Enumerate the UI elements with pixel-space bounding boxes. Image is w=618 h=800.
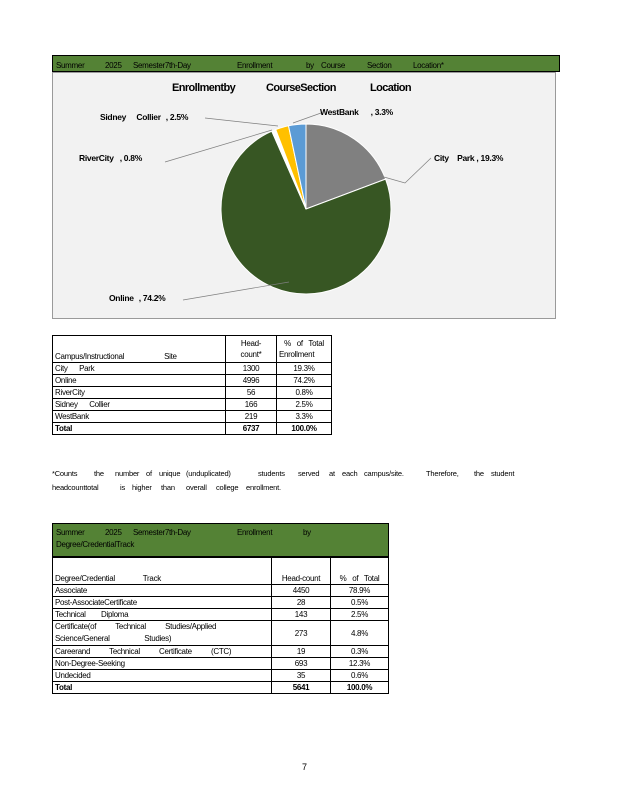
track-cell: Non-Degree-Seeking xyxy=(53,658,272,670)
site-cell: City Park xyxy=(53,363,226,375)
count-cell: 4996 xyxy=(226,375,277,387)
table-total-row xyxy=(53,423,332,435)
label-westbank: WestBank , 3.3% xyxy=(320,107,393,117)
count-cell: 693 xyxy=(272,658,331,670)
header-degree: Degree/Credential xyxy=(55,574,115,583)
site-cell: RiverCity xyxy=(53,387,226,399)
leader-line xyxy=(293,113,321,123)
chart-title-part: Location xyxy=(370,82,412,94)
table-row xyxy=(53,658,389,670)
header-track: Track xyxy=(142,574,161,583)
pct-cell: 12.3% xyxy=(331,658,389,670)
leader-line xyxy=(183,282,289,300)
table-row xyxy=(53,609,389,621)
chart-title-part: Enrollmentby xyxy=(172,82,236,94)
pct-cell: 2.5% xyxy=(277,399,332,411)
header-site: Site xyxy=(164,352,177,361)
label-rivercity: RiverCity , 0.8% xyxy=(79,153,142,163)
pct-cell: 4.8% xyxy=(331,621,389,646)
banner-word: Semester7th-Day xyxy=(133,528,191,537)
count-cell: 56 xyxy=(226,387,277,399)
table-row xyxy=(53,646,389,658)
pct-cell: 0.3% xyxy=(331,646,389,658)
enrollment-location-banner xyxy=(52,55,560,72)
count-cell: 143 xyxy=(272,609,331,621)
track-cell: Associate xyxy=(53,585,272,597)
pct-cell: 74.2% xyxy=(277,375,332,387)
label-city-park: City Park , 19.3% xyxy=(434,153,504,163)
track-cell: Careerand Technical Certificate (CTC) xyxy=(53,646,272,658)
header-pct: % of Total xyxy=(331,558,389,585)
page-number: 7 xyxy=(302,762,308,772)
site-cell: Sidney Collier xyxy=(53,399,226,411)
pct-cell: 19.3% xyxy=(277,363,332,375)
count-cell: 1300 xyxy=(226,363,277,375)
banner-word: Enrollment xyxy=(237,61,273,70)
label-online: Online , 74.2% xyxy=(109,293,166,303)
header-headcount-2: count* xyxy=(240,350,262,359)
track-cell: Undecided xyxy=(53,670,272,682)
count-cell: 28 xyxy=(272,597,331,609)
pct-cell: 2.5% xyxy=(331,609,389,621)
total-pct: 100.0% xyxy=(331,682,389,694)
table-header-row xyxy=(53,336,332,363)
table-row xyxy=(53,363,332,375)
banner-word: Degree/CredentialTrack xyxy=(56,540,135,549)
track-cell: Technical Diploma xyxy=(53,609,272,621)
table-row xyxy=(53,411,332,423)
banner-word: by xyxy=(306,61,314,70)
banner-word: Enrollment xyxy=(237,528,273,537)
table-row xyxy=(53,585,389,597)
pie-chart xyxy=(53,73,557,320)
header-pct-2: Enrollment xyxy=(279,350,315,359)
pct-cell: 3.3% xyxy=(277,411,332,423)
table-header-row xyxy=(53,558,389,585)
leader-line xyxy=(384,158,431,183)
pie-chart-panel xyxy=(52,72,556,319)
enrollment-degree-banner xyxy=(52,523,389,557)
count-cell: 4450 xyxy=(272,585,331,597)
table-total-row xyxy=(53,682,389,694)
table-row xyxy=(53,621,389,646)
pct-cell: 0.8% xyxy=(277,387,332,399)
banner-word: Summer xyxy=(56,61,85,70)
degree-table xyxy=(52,557,389,694)
track-cell: Certificate(of Technical Studies/Applied xyxy=(55,622,217,631)
total-label: Total xyxy=(53,682,272,694)
banner-word: Location* xyxy=(413,61,444,70)
count-cell: 219 xyxy=(226,411,277,423)
total-pct: 100.0% xyxy=(277,423,332,435)
footnote-line-2: headcounttotal is higher than overall college enrollment. xyxy=(52,483,281,492)
footnote-line-1: *Counts the number of unique (unduplicated) students served at each campus/site. Therefore, the student xyxy=(52,469,515,478)
count-cell: 166 xyxy=(226,399,277,411)
header-headcount-1: Head- xyxy=(240,339,262,348)
pct-cell: 78.9% xyxy=(331,585,389,597)
table-row xyxy=(53,375,332,387)
count-cell: 19 xyxy=(272,646,331,658)
table-row xyxy=(53,597,389,609)
count-cell: 35 xyxy=(272,670,331,682)
total-label: Total xyxy=(53,423,226,435)
site-cell: Online xyxy=(53,375,226,387)
table-row xyxy=(53,670,389,682)
chart-title-part: CourseSection xyxy=(266,82,336,94)
table-row xyxy=(53,399,332,411)
banner-word: 2025 xyxy=(105,528,122,537)
banner-word: by xyxy=(303,528,311,537)
banner-word: Course xyxy=(321,61,345,70)
track-cell: Post-AssociateCertificate xyxy=(53,597,272,609)
header-pct-1: % of Total xyxy=(284,339,324,348)
leader-line xyxy=(205,118,278,126)
track-cell-line-2: Science/General Studies) xyxy=(55,634,172,643)
header-campus: Campus/Instructional xyxy=(55,352,125,361)
pct-cell: 0.5% xyxy=(331,597,389,609)
total-count: 6737 xyxy=(226,423,277,435)
site-cell: WestBank xyxy=(53,411,226,423)
location-table xyxy=(52,335,332,435)
banner-word: Semester7th-Day xyxy=(133,61,191,70)
banner-word: Section xyxy=(367,61,392,70)
header-headcount: Head-count xyxy=(272,558,331,585)
footnote xyxy=(52,469,522,495)
total-count: 5641 xyxy=(272,682,331,694)
banner-word: Summer xyxy=(56,528,85,537)
banner-word: 2025 xyxy=(105,61,122,70)
label-sidney-collier: Sidney Collier , 2.5% xyxy=(100,112,189,122)
pct-cell: 0.6% xyxy=(331,670,389,682)
count-cell: 273 xyxy=(272,621,331,646)
table-row xyxy=(53,387,332,399)
